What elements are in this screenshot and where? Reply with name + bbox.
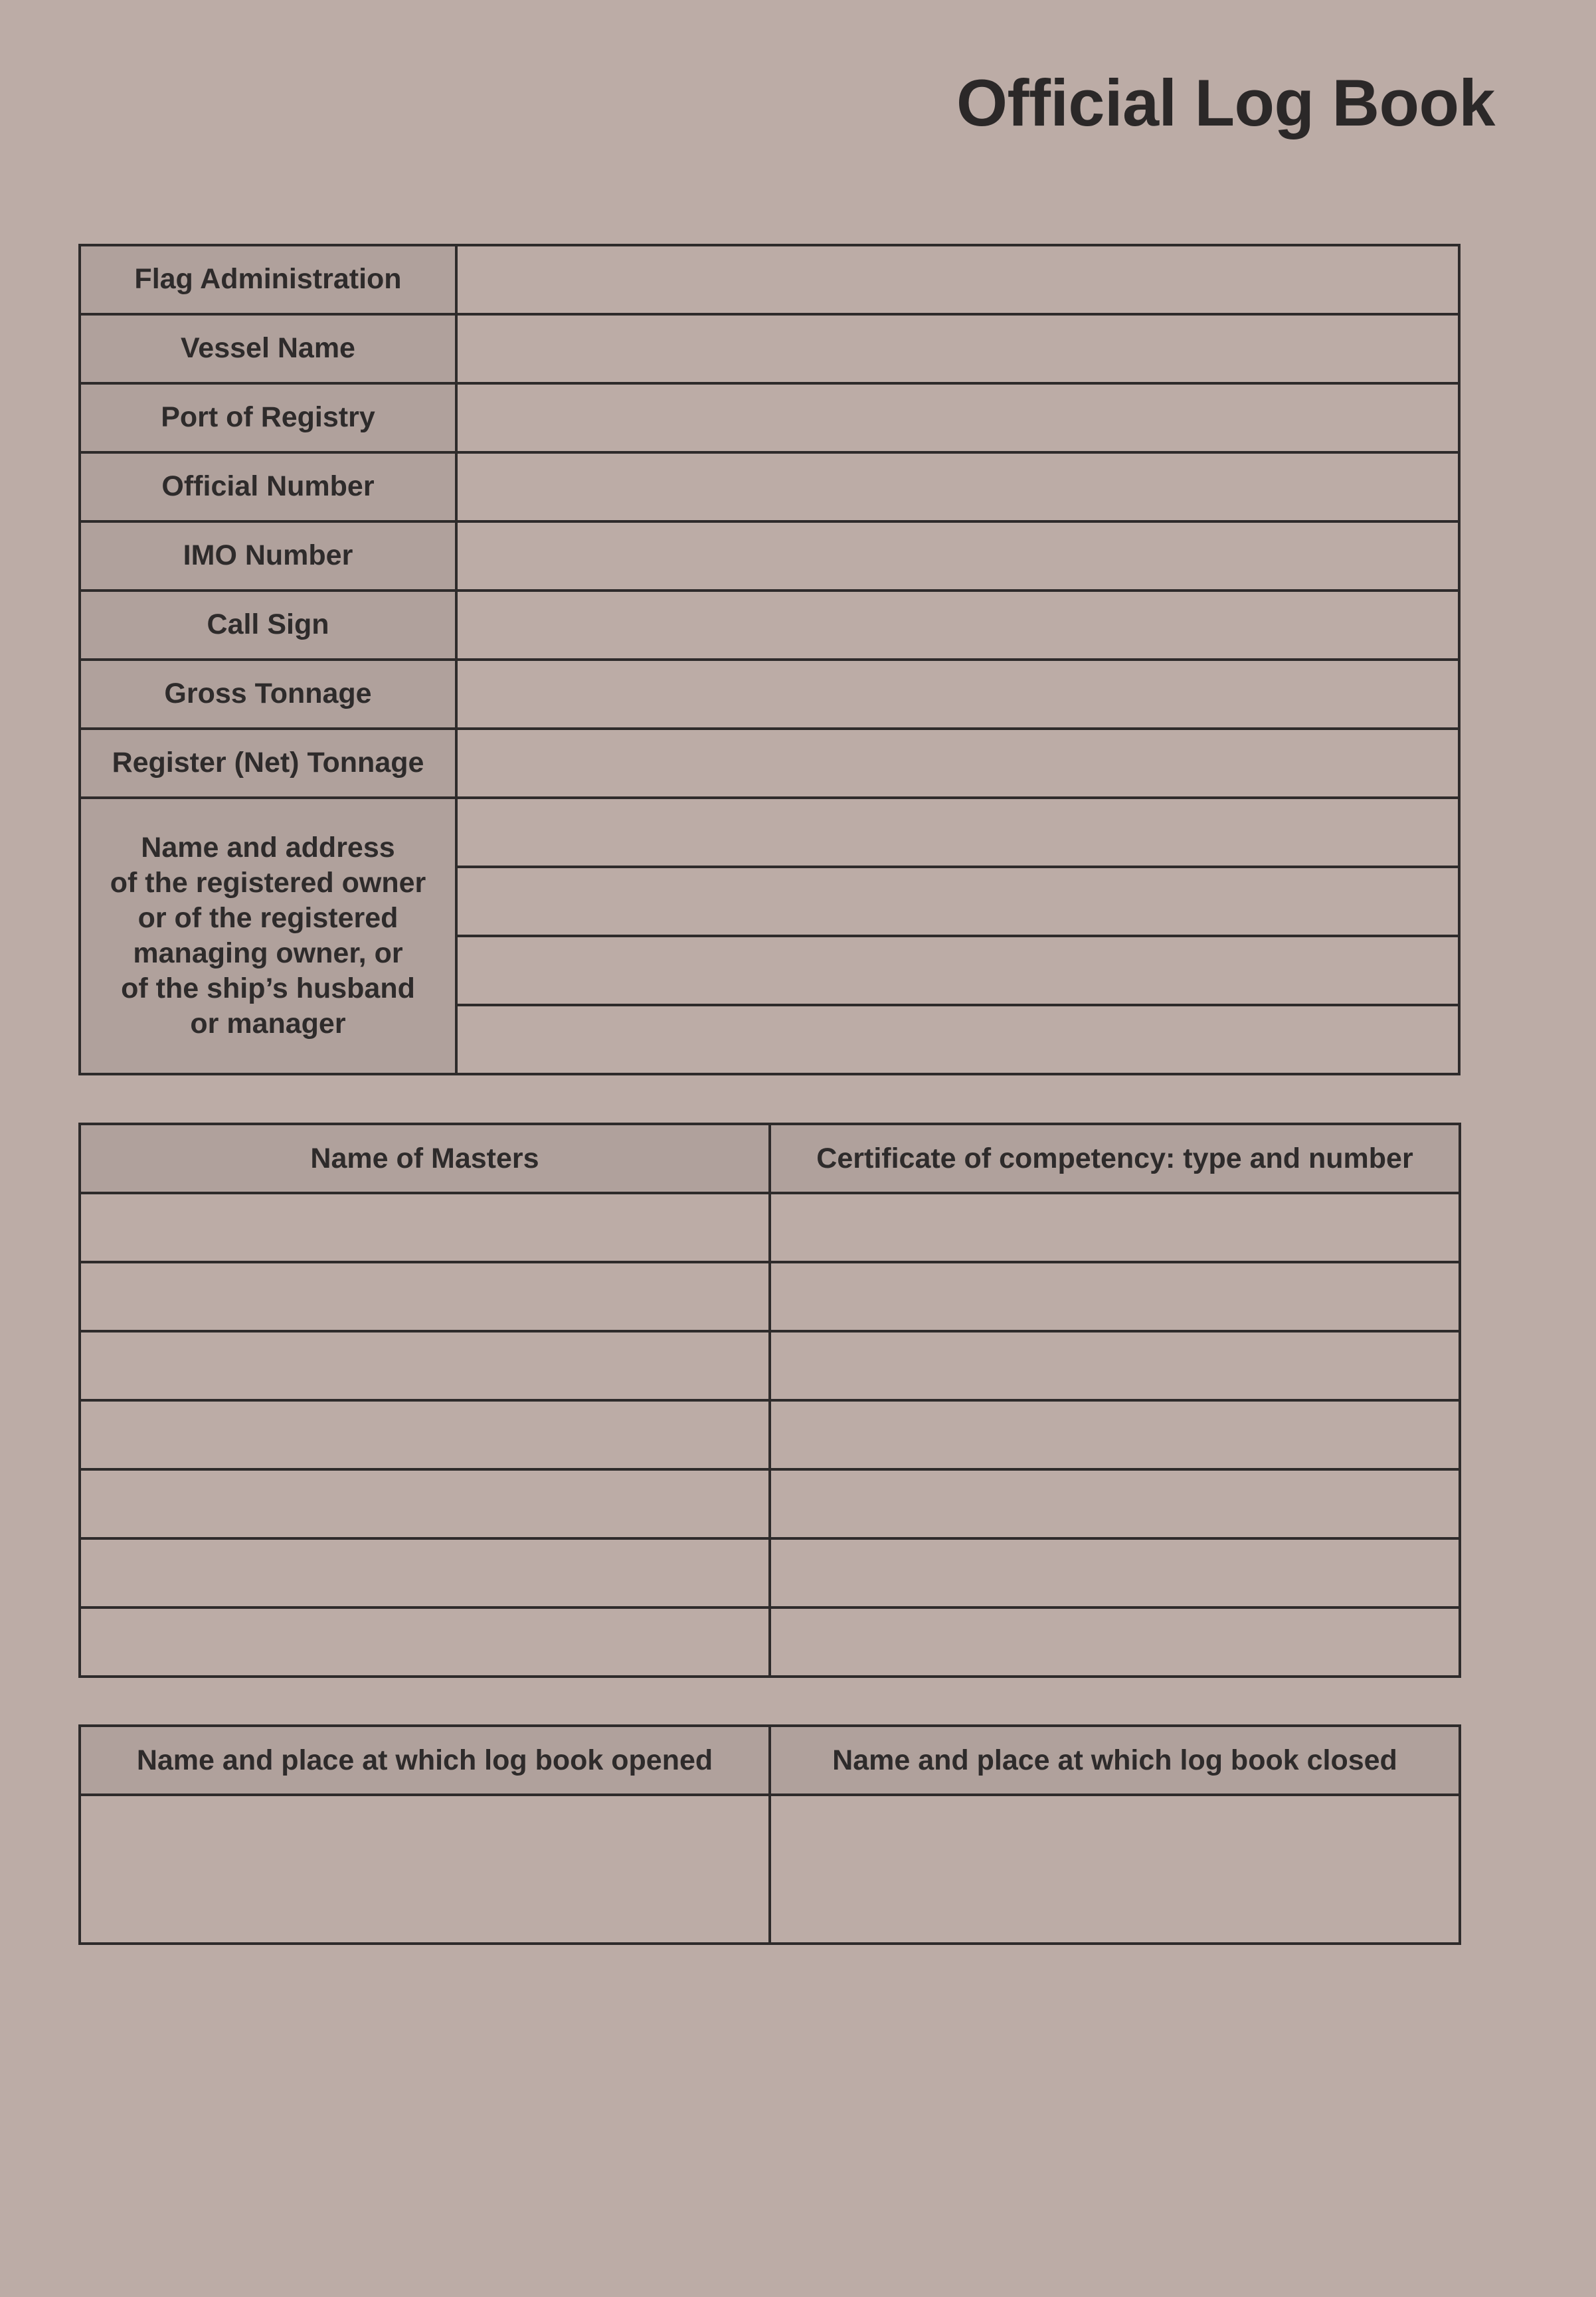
official-number-field[interactable] xyxy=(456,452,1459,521)
table-row xyxy=(80,452,1459,521)
master-name-field[interactable] xyxy=(80,1400,770,1469)
vessel-name-label: Vessel Name xyxy=(80,314,456,383)
table-row xyxy=(80,1608,1460,1677)
table-row xyxy=(80,1795,1460,1944)
owner-address-line-4[interactable] xyxy=(456,1005,1459,1074)
flag-administration-field[interactable] xyxy=(456,245,1459,314)
table-header-row xyxy=(80,1124,1460,1193)
owner-address-label xyxy=(80,798,456,1074)
table-header-row xyxy=(80,1726,1460,1795)
table-row xyxy=(80,1193,1460,1262)
table-row xyxy=(80,1262,1460,1331)
owner-address-line-1[interactable] xyxy=(456,798,1459,867)
certificate-field[interactable] xyxy=(770,1262,1460,1331)
port-of-registry-field[interactable] xyxy=(456,383,1459,452)
master-name-field[interactable] xyxy=(80,1331,770,1400)
table-row xyxy=(80,383,1459,452)
owner-label-line: or of the registered xyxy=(137,902,399,934)
owner-address-line-3[interactable] xyxy=(456,936,1459,1005)
table-row xyxy=(80,660,1459,729)
master-name-field[interactable] xyxy=(80,1262,770,1331)
owner-label-line: of the ship’s husband xyxy=(121,972,415,1004)
owner-label-line: managing owner, or xyxy=(133,937,403,969)
certificate-field[interactable] xyxy=(770,1538,1460,1608)
master-name-field[interactable] xyxy=(80,1538,770,1608)
log-book-table xyxy=(78,1724,1461,1945)
call-sign-field[interactable] xyxy=(456,591,1459,660)
vessel-details-table xyxy=(78,244,1461,1075)
table-row xyxy=(80,729,1459,798)
owner-label-line: or manager xyxy=(190,1008,346,1040)
flag-administration-label: Flag Administration xyxy=(80,245,456,314)
imo-number-field[interactable] xyxy=(456,521,1459,591)
page-title: Official Log Book xyxy=(956,66,1495,139)
register-net-tonnage-label: Register (Net) Tonnage xyxy=(80,729,456,798)
imo-number-label: IMO Number xyxy=(80,521,456,591)
master-name-field[interactable] xyxy=(80,1608,770,1677)
table-row xyxy=(80,1331,1460,1400)
log-closed-field[interactable] xyxy=(770,1795,1460,1944)
log-opened-field[interactable] xyxy=(80,1795,770,1944)
gross-tonnage-label: Gross Tonnage xyxy=(80,660,456,729)
master-name-field[interactable] xyxy=(80,1193,770,1262)
official-number-label: Official Number xyxy=(80,452,456,521)
owner-label-line: of the registered owner xyxy=(110,867,426,899)
table-row xyxy=(80,1538,1460,1608)
masters-table xyxy=(78,1123,1461,1678)
table-row xyxy=(80,521,1459,591)
certificate-field[interactable] xyxy=(770,1400,1460,1469)
master-name-field[interactable] xyxy=(80,1469,770,1538)
table-row xyxy=(80,314,1459,383)
table-row xyxy=(80,1469,1460,1538)
certificate-header: Certificate of competency: type and number xyxy=(770,1124,1460,1193)
certificate-field[interactable] xyxy=(770,1193,1460,1262)
certificate-field[interactable] xyxy=(770,1469,1460,1538)
vessel-name-field[interactable] xyxy=(456,314,1459,383)
owner-label-line: Name and address xyxy=(141,832,395,864)
certificate-field[interactable] xyxy=(770,1608,1460,1677)
table-row xyxy=(80,245,1459,314)
port-of-registry-label: Port of Registry xyxy=(80,383,456,452)
call-sign-label: Call Sign xyxy=(80,591,456,660)
table-row xyxy=(80,1400,1460,1469)
owner-address-line-2[interactable] xyxy=(456,867,1459,936)
certificate-field[interactable] xyxy=(770,1331,1460,1400)
log-opened-header: Name and place at which log book opened xyxy=(80,1726,770,1795)
register-net-tonnage-field[interactable] xyxy=(456,729,1459,798)
log-closed-header: Name and place at which log book closed xyxy=(770,1726,1460,1795)
table-row xyxy=(80,591,1459,660)
name-of-masters-header: Name of Masters xyxy=(80,1124,770,1193)
table-row xyxy=(80,798,1459,867)
gross-tonnage-field[interactable] xyxy=(456,660,1459,729)
